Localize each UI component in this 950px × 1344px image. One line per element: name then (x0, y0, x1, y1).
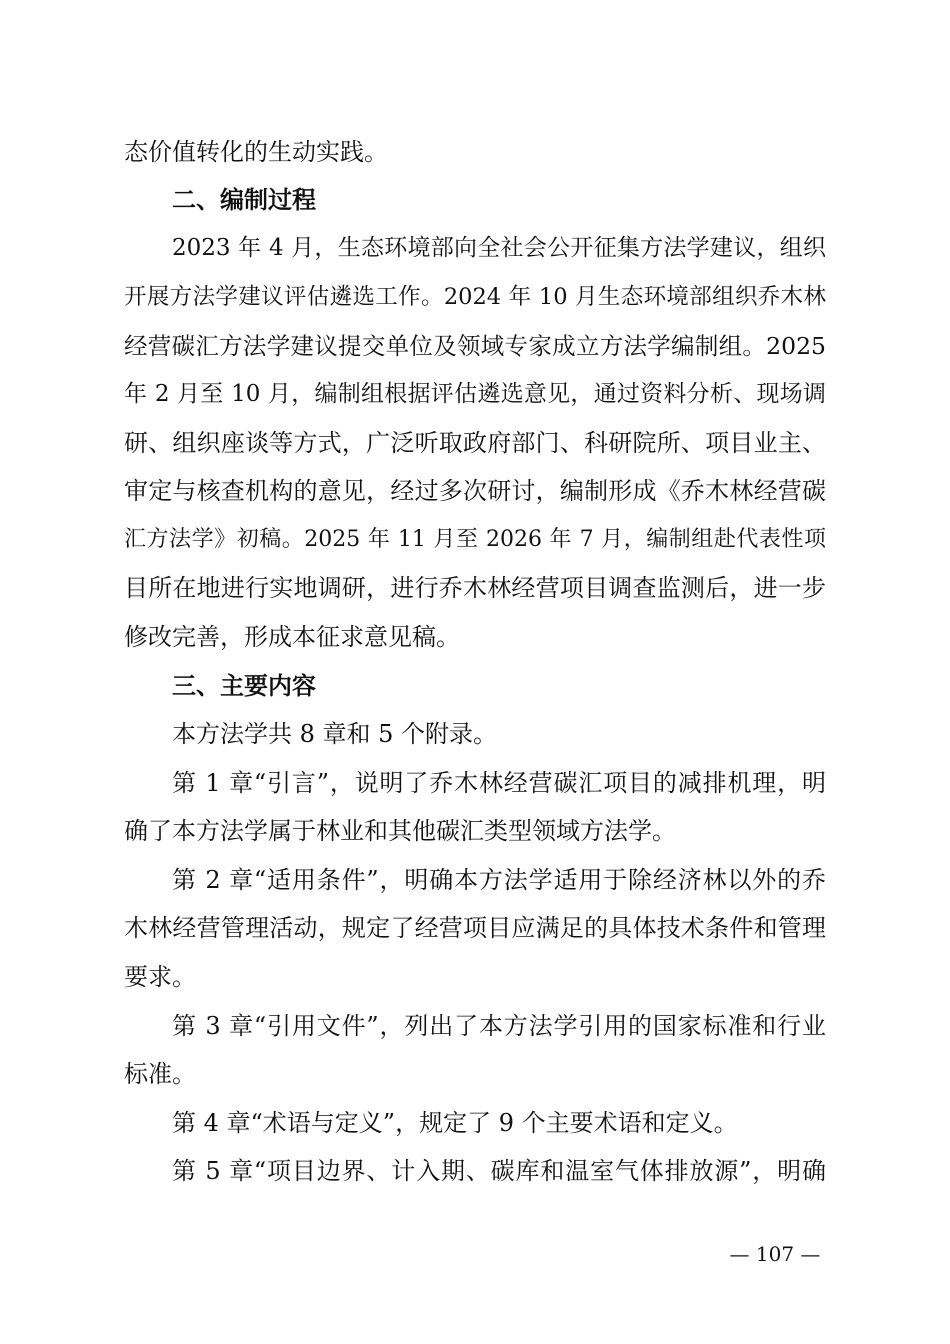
paragraph-line: 第 5 章“项目边界、计入期、碳库和温室气体排放源”，明确 (172, 1157, 826, 1185)
paragraph-line: 木林经营管理活动，规定了经营项目应满足的具体技术条件和管理 (124, 914, 826, 942)
paragraph-line: 要求。 (124, 963, 196, 991)
section-heading-compilation-process: 二、编制过程 (172, 186, 316, 214)
paragraph-line: 2023 年 4 月，生态环境部向全社会公开征集方法学建议，组织 (172, 235, 826, 261)
paragraph-line: 目所在地进行实地调研，进行乔木林经营项目调查监测后，进一步 (124, 574, 826, 602)
paragraph-line: 确了本方法学属于林业和其他碳汇类型领域方法学。 (124, 817, 676, 845)
page-number: — 107 — (729, 1242, 821, 1266)
paragraph-line: 开展方法学建议评估遴选工作。2024 年 10 月生态环境部组织乔木林 (124, 284, 826, 310)
paragraph-line: 研、组织座谈等方式，广泛听取政府部门、科研院所、项目业主、 (124, 429, 826, 457)
paragraph-line: 年 2 月至 10 月，编制组根据评估遴选意见，通过资料分析、现场调 (124, 381, 826, 407)
paragraph-line: 第 3 章“引用文件”，列出了本方法学引用的国家标准和行业 (172, 1012, 826, 1040)
paragraph-line: 汇方法学》初稿。2025 年 11 月至 2026 年 7 月，编制组赴代表性项 (124, 527, 826, 552)
paragraph-line: 态价值转化的生动实践。 (124, 138, 388, 166)
paragraph-line: 审定与核查机构的意见，经过多次研讨，编制形成《乔木林经营碳 (124, 477, 826, 505)
paragraph-line: 标准。 (124, 1060, 196, 1088)
paragraph-line: 本方法学共 8 章和 5 个附录。 (172, 720, 498, 748)
paragraph-line: 修改完善，形成本征求意见稿。 (124, 623, 460, 651)
section-heading-main-content: 三、主要内容 (172, 672, 316, 700)
paragraph-line: 第 4 章“术语与定义”，规定了 9 个主要术语和定义。 (172, 1109, 738, 1137)
paragraph-line: 第 1 章“引言”，说明了乔木林经营碳汇项目的减排机理，明 (172, 769, 826, 797)
paragraph-line: 第 2 章“适用条件”，明确本方法学适用于除经济林以外的乔 (172, 866, 826, 894)
paragraph-line: 经营碳汇方法学建议提交单位及领域专家成立方法学编制组。2025 (124, 332, 826, 360)
